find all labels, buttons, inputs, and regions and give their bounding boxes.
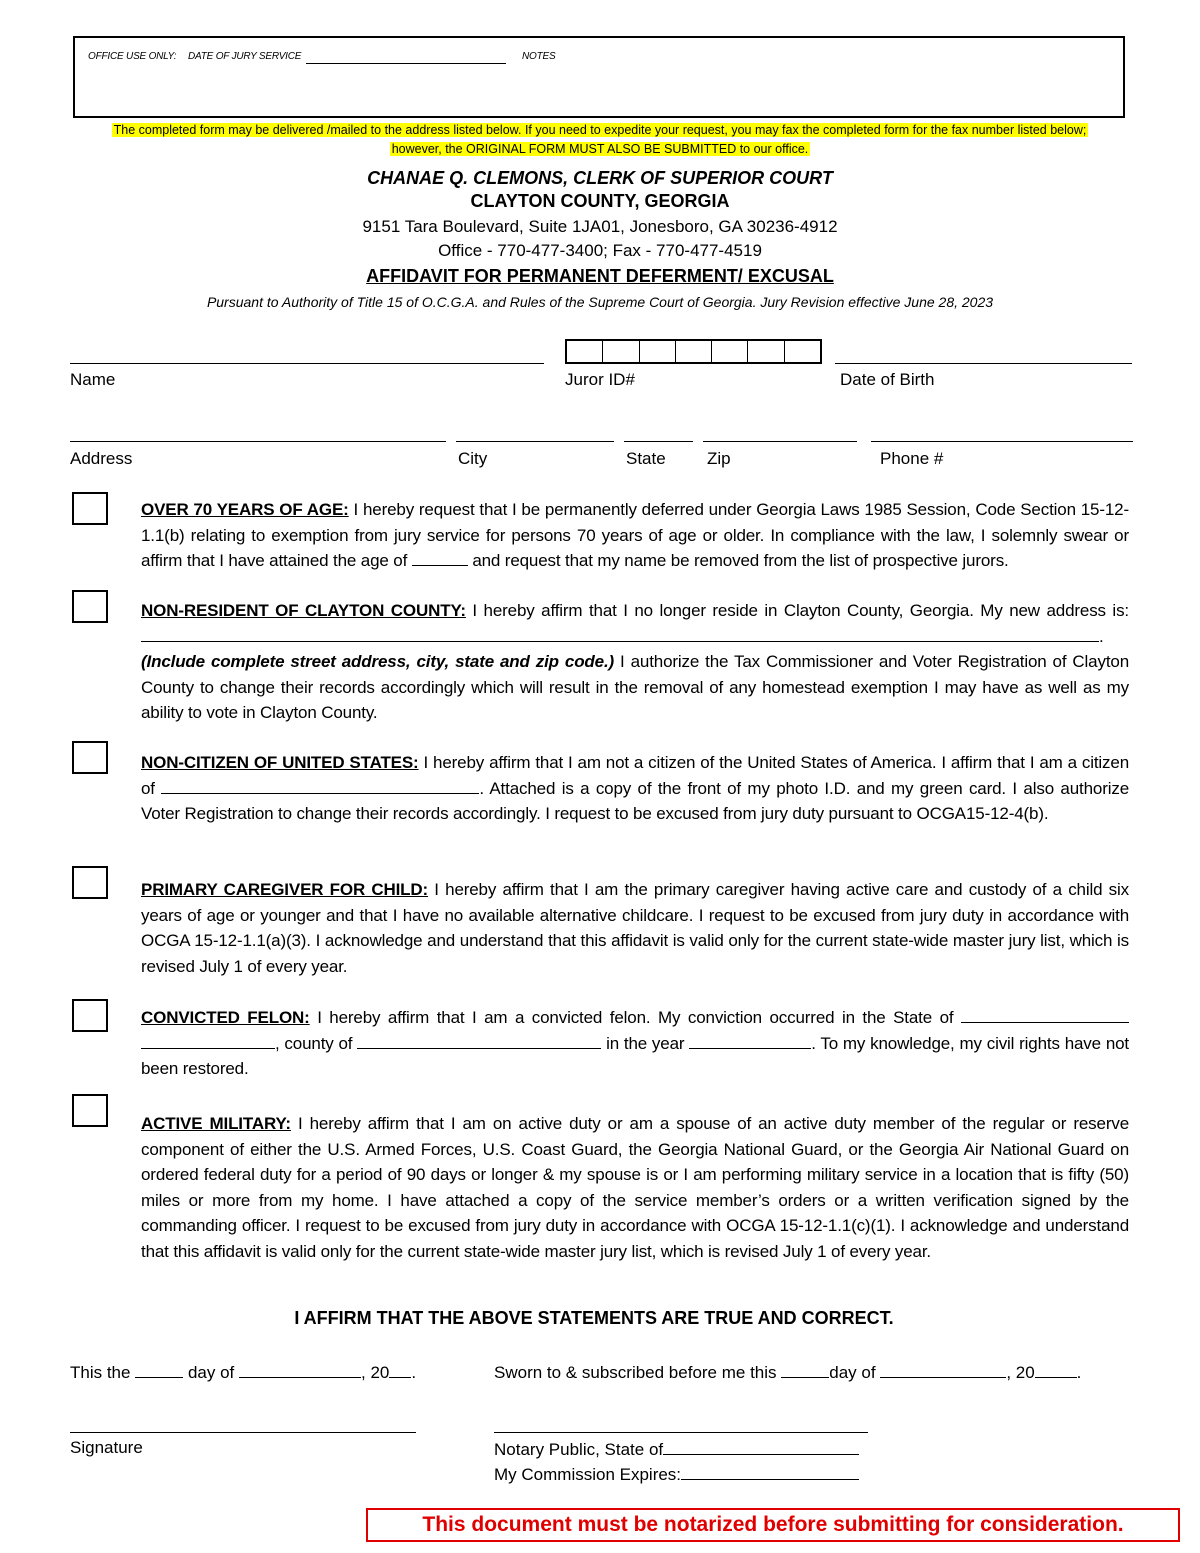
zip-field[interactable] — [703, 441, 857, 442]
juror-id-digit[interactable] — [640, 341, 676, 362]
juror-id-digit[interactable] — [676, 341, 712, 362]
commission-expires-field[interactable] — [681, 1463, 859, 1480]
name-label: Name — [70, 370, 116, 389]
military-text-1: I hereby affirm that I am on active duty or am a spouse of an active duty member of the regular or reserve component of either the U.S. Armed Forces, U.S. Coast Guard, the Georgia National Guard, or the Georgia Air National Guard on ordered federal duty for a period of 90 days or longer & my spouse is or I am performing military service in a location that is fifty (50) miles or more from my home. I have attached a copy of the service member’s orders or a written verification signed by the commanding officer. I request to be excused from jury duty in accordance with OCGA 15-12-1.1(c)(1). I acknowledge and understand that this affidavit is valid only for the current state-wide master jury list, which is revised July 1 of every year. — [141, 1114, 1130, 1261]
nonresident-paragraph — [141, 598, 1129, 726]
juror-id-digit[interactable] — [712, 341, 748, 362]
office-use-label: OFFICE USE ONLY: — [88, 51, 177, 62]
juror-id-digit[interactable] — [567, 341, 603, 362]
dob-label: Date of Birth — [840, 370, 935, 389]
name-field[interactable] — [70, 363, 544, 364]
commission-label: My Commission Expires: — [494, 1465, 682, 1484]
conviction-state-field-a[interactable] — [961, 1006, 1129, 1023]
juror-id-digit[interactable] — [603, 341, 639, 362]
juror-id-boxes[interactable] — [565, 339, 822, 364]
signature-label: Signature — [70, 1438, 143, 1457]
city-field[interactable] — [456, 441, 614, 442]
sign-month-field[interactable] — [239, 1361, 361, 1378]
clerk-name: CHANAE Q. CLEMONS, — [367, 168, 569, 188]
over70-text-2: and request that my name be removed from the list of prospective jurors. — [467, 551, 1009, 570]
nonresident-checkbox[interactable] — [72, 590, 108, 623]
sworn-year-field[interactable] — [1035, 1361, 1077, 1378]
banner-line-1: The completed form may be delivered /mailed to the address listed below. If you need to expedite your request, you may fax the completed form for the fax number listed below; — [113, 123, 1087, 137]
court-address: 9151 Tara Boulevard, Suite 1JA01, Jonesboro, GA 30236-4912 — [362, 217, 838, 236]
date-of-jury-service-label: DATE OF JURY SERVICE — [188, 51, 302, 62]
sign-day-field[interactable] — [135, 1361, 183, 1378]
caregiver-checkbox[interactable] — [72, 866, 108, 899]
caregiver-heading: PRIMARY CAREGIVER FOR CHILD: — [141, 880, 429, 899]
address-field[interactable] — [70, 441, 446, 442]
felon-heading: CONVICTED FELON: — [141, 1008, 310, 1027]
over70-heading: OVER 70 YEARS OF AGE: — [141, 500, 349, 519]
notary-state-line — [494, 1438, 859, 1460]
conviction-county-field[interactable] — [357, 1032, 601, 1049]
zip-label: Zip — [707, 449, 731, 468]
sign-year-field[interactable] — [389, 1361, 411, 1378]
banner-line-2: however, the ORIGINAL FORM MUST ALSO BE SUBMITTED to our office. — [391, 142, 809, 156]
clerk-heading — [0, 168, 1200, 189]
sworn-line — [494, 1361, 1081, 1383]
state-field[interactable] — [624, 441, 693, 442]
office-use-box — [73, 36, 1125, 118]
felon-checkbox[interactable] — [72, 999, 108, 1032]
juror-id-label: Juror ID# — [565, 370, 635, 389]
noncitizen-checkbox[interactable] — [72, 741, 108, 774]
day-of-label: day of — [187, 1363, 235, 1382]
over70-text-1: I hereby request that I be permanently deferred under Georgia Laws 1985 Session, Code Section 15-12-1.1(b) relating to exemption from jury service for persons 70 years of age or older. In compliance with the law, I solemnly swear or affirm that I have attained the age of — [141, 500, 1129, 570]
notary-label: Notary Public, State of — [494, 1440, 664, 1459]
felon-text-1: I hereby affirm that I am a convicted felon. My conviction occurred in the State of — [309, 1008, 961, 1027]
commission-line — [494, 1463, 859, 1485]
age-field[interactable] — [412, 549, 468, 566]
nonresident-heading: NON-RESIDENT OF CLAYTON COUNTY: — [141, 601, 466, 620]
signature-field[interactable] — [70, 1432, 416, 1433]
court-phone: Office - 770-477-3400; Fax - 770-477-4519 — [438, 241, 762, 260]
dob-field[interactable] — [835, 363, 1132, 364]
new-address-field[interactable] — [141, 625, 1099, 642]
over70-checkbox[interactable] — [72, 492, 108, 525]
year-prefix-label: , 20 — [361, 1363, 390, 1382]
nonresident-text-3: I authorize the Tax Commissioner and Voter Registration of Clayton County to change their records accordingly which will result in the removal of any homestead exemption I may have as well as my ability to vote in Clayton County. — [141, 652, 1129, 722]
affirmation-statement: I AFFIRM THAT THE ABOVE STATEMENTS ARE TRUE AND CORRECT. — [294, 1308, 894, 1328]
conviction-year-field[interactable] — [689, 1032, 811, 1049]
noncitizen-heading: NON-CITIZEN OF UNITED STATES: — [141, 753, 419, 772]
noncitizen-text-1: I hereby affirm that I am not a citizen of the United States of America. I affirm that I am a citizen of — [141, 753, 1129, 798]
clerk-title: CLERK OF SUPERIOR COURT — [568, 168, 833, 188]
notarization-notice: This document must be notarized before submitting for consideration. — [366, 1508, 1180, 1542]
phone-label: Phone # — [880, 449, 944, 468]
date-signed-line — [70, 1361, 416, 1383]
over70-paragraph — [141, 497, 1129, 574]
military-paragraph — [141, 1111, 1129, 1264]
felon-text-4: . To my knowledge, my civil rights have not been restored. — [141, 1033, 1129, 1078]
notes-label: NOTES — [522, 51, 556, 62]
noncitizen-paragraph — [141, 750, 1129, 827]
notary-state-field[interactable] — [663, 1438, 859, 1455]
sworn-year-prefix-label: , 20 — [1006, 1363, 1035, 1382]
felon-text-2: , county of — [275, 1033, 358, 1053]
phone-field[interactable] — [871, 441, 1133, 442]
address-label: Address — [70, 449, 133, 468]
date-of-jury-service-field[interactable] — [306, 63, 506, 64]
caregiver-text-1: I hereby affirm that I am the primary caregiver having active care and custody of a child six years of age or younger and that I have no available alternative childcare. I request to be excused from jury duty in accordance with OCGA 15-12-1.1(a)(3). I acknowledge and understand that this affidavit is valid only for the current state-wide master jury list, which is revised July 1 of every year. — [141, 880, 1130, 976]
sworn-day-of-label: day of — [829, 1363, 876, 1382]
juror-id-digit[interactable] — [748, 341, 784, 362]
military-checkbox[interactable] — [72, 1094, 108, 1127]
juror-id-digit[interactable] — [785, 341, 820, 362]
county-heading: CLAYTON COUNTY, GEORGIA — [470, 191, 730, 211]
delivery-instructions-banner — [60, 121, 1140, 159]
authority-line: Pursuant to Authority of Title 15 of O.C.G.A. and Rules of the Supreme Court of Georgia. Jury Revision effective June 28, 2023 — [206, 294, 994, 310]
form-title: AFFIDAVIT FOR PERMANENT DEFERMENT/ EXCUSAL — [366, 266, 834, 286]
sworn-period-label: . — [1076, 1363, 1082, 1382]
sworn-label: Sworn to & subscribed before me this — [494, 1363, 777, 1382]
sworn-month-field[interactable] — [880, 1361, 1006, 1378]
notary-signature-field[interactable] — [494, 1432, 868, 1433]
state-label: State — [626, 449, 666, 468]
nonresident-text-1: I hereby affirm that I no longer reside in Clayton County, Georgia. My new address is: — [465, 601, 1129, 620]
nonresident-instruction: (Include complete street address, city, state and zip code.) — [141, 652, 615, 671]
felon-text-3: in the year — [601, 1033, 690, 1053]
period-label: . — [411, 1363, 417, 1382]
felon-paragraph — [141, 1005, 1129, 1082]
caregiver-paragraph — [141, 877, 1129, 979]
sworn-day-field[interactable] — [781, 1361, 829, 1378]
city-label: City — [458, 449, 488, 468]
conviction-state-field-b[interactable] — [141, 1032, 275, 1049]
noncitizen-text-2: . Attached is a copy of the front of my photo I.D. and my green card. I also authorize Voter Registration to change their records accordingly. I request to be excused from jury duty pursuant to OCGA15-12-4(b). — [141, 778, 1130, 823]
military-heading: ACTIVE MILITARY: — [141, 1114, 291, 1133]
this-the-label: This the — [70, 1363, 131, 1382]
nonresident-text-2: . — [1099, 626, 1104, 646]
citizenship-country-field[interactable] — [161, 777, 479, 794]
